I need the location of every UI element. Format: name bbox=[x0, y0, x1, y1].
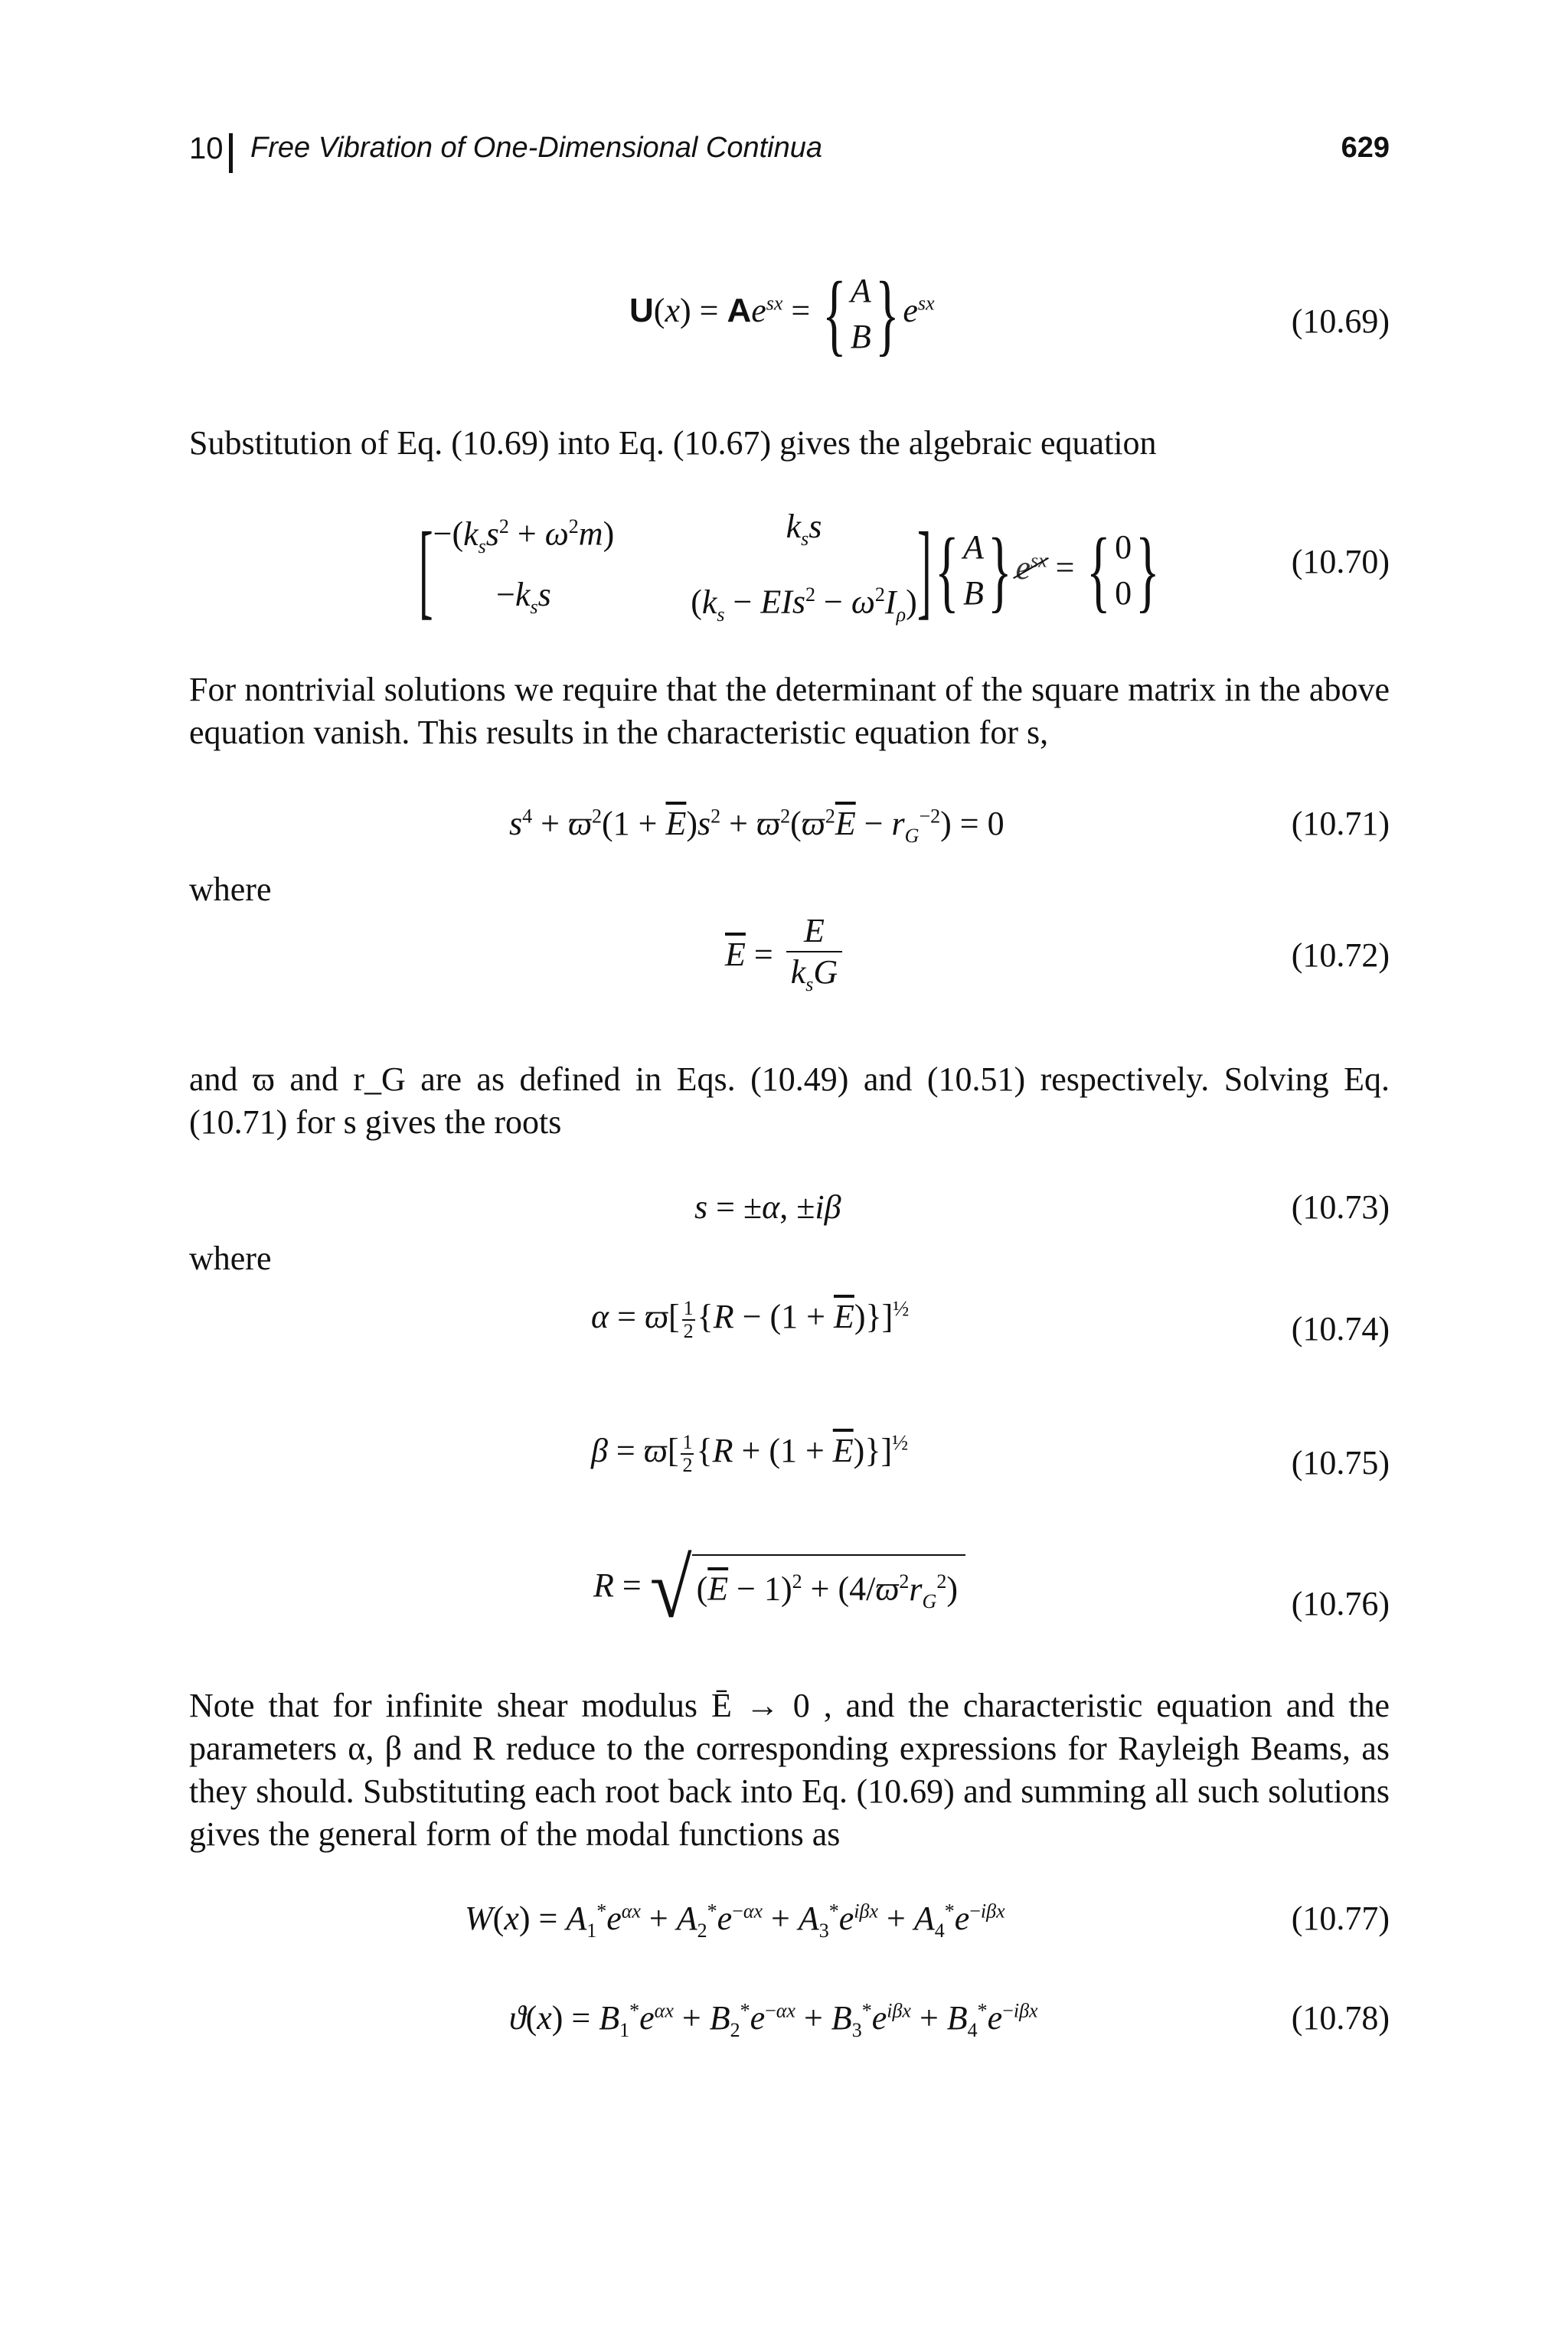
equation-body: β = ϖ[ $\frac{1}{2}$ $\{R + (1 + \overline{E})\}]^{\frac{1}{2}}$ bbox=[591, 1430, 909, 1476]
equation-body: R = √ $(\overline{E} - 1)^2 + (4/ϖ^2r_G^2)$ bbox=[593, 1550, 965, 1627]
header-rule bbox=[229, 133, 233, 173]
equation-10-69 bbox=[189, 263, 1390, 375]
page-number: 629 bbox=[1341, 132, 1390, 164]
equation-10-77 bbox=[189, 1899, 1390, 1952]
equation-body: $U(x) = Ae^{sx}$ = { A B } $e^{sx}$ bbox=[629, 263, 935, 364]
equation-body: $\overline{E}$ = $\frac{E}{k_sG}$ bbox=[725, 911, 847, 1005]
equation-10-76 bbox=[189, 1541, 1390, 1635]
chapter-number: 10 bbox=[189, 132, 224, 165]
equation-number: (10.69) bbox=[1291, 302, 1390, 340]
equation-body: $ϑ(x) = B_1^*e^{\alpha x} + B_2^*e^{-\alpha x} + B_3^*e^{i\beta x} + B_4^*e^{-i\beta x}$ bbox=[509, 1999, 1038, 2041]
equation-number: (10.78) bbox=[1291, 1999, 1390, 2037]
equation-number: (10.71) bbox=[1291, 805, 1390, 842]
equation-number: (10.72) bbox=[1291, 936, 1390, 974]
equation-number: (10.75) bbox=[1291, 1444, 1390, 1482]
equation-10-74 bbox=[189, 1286, 1390, 1363]
equation-number: (10.76) bbox=[1291, 1585, 1390, 1622]
equation-body: $s^4 + ϖ^2(1 + \overline{E})s^2 + ϖ^2(ϖ^2\overline{E} - r_G^{-2}) = 0$ bbox=[509, 805, 1004, 847]
paragraph: Substitution of Eq. (10.69) into Eq. (10.67) gives the algebraic equation bbox=[189, 424, 1157, 462]
where-label: where bbox=[189, 1240, 272, 1277]
equation-number: (10.73) bbox=[1291, 1188, 1390, 1226]
equation-10-71 bbox=[189, 804, 1390, 850]
equation-10-72 bbox=[189, 911, 1390, 1003]
paragraph: and ϖ and r_G are as defined in Eqs. (10.49) and (10.51) respectively. Solving Eq. (10.71) for s gives the roots bbox=[189, 1060, 1390, 1141]
chapter-title: Free Vibration of One-Dimensional Continua bbox=[250, 132, 823, 164]
running-head bbox=[189, 132, 1390, 178]
equation-10-73 bbox=[189, 1188, 1390, 1233]
equation-body: α = ϖ[ $\frac{1}{2}$ $\{R - (1 + \overline{E})\}]^{\frac{1}{2}}$ bbox=[591, 1296, 910, 1342]
paragraph: Note that for infinite shear modulus Ē → 0 , and the characteristic equation and the parameters α, β and R reduce to the corresponding expressions for Rayleigh Beams, as they should. Substituting each root back into Eq. (10.69) and summing all such solutions gives the general form of the modal functions as bbox=[189, 1687, 1390, 1853]
where-label: where bbox=[189, 871, 272, 908]
equation-body: [ $-(k_ss^2 + \omega^2m)$ $k_ss$ $-k_ss$ $(k_s - EIs^2 - \omega^2I_\rho)$ ]{ A B } $e^{sx}$ = { 0 0 } bbox=[418, 508, 1160, 630]
equation-10-75 bbox=[189, 1420, 1390, 1497]
equation-10-70 bbox=[189, 505, 1390, 630]
equation-body: $W(x) = A_1^*e^{\alpha x} + A_2^*e^{-\alpha x} + A_3^*e^{i\beta x} + A_4^*e^{-i\beta x}$ bbox=[465, 1900, 1005, 1942]
equation-body: s = ±α, ±iβ bbox=[694, 1188, 841, 1226]
equation-number: (10.77) bbox=[1291, 1900, 1390, 1937]
paragraph: For nontrivial solutions we require that the determinant of the square matrix in the above equation vanish. This results in the characteristic equation for s, bbox=[189, 671, 1390, 751]
equation-number: (10.74) bbox=[1291, 1310, 1390, 1348]
equation-number: (10.70) bbox=[1291, 543, 1390, 580]
equation-10-78 bbox=[189, 1998, 1390, 2052]
